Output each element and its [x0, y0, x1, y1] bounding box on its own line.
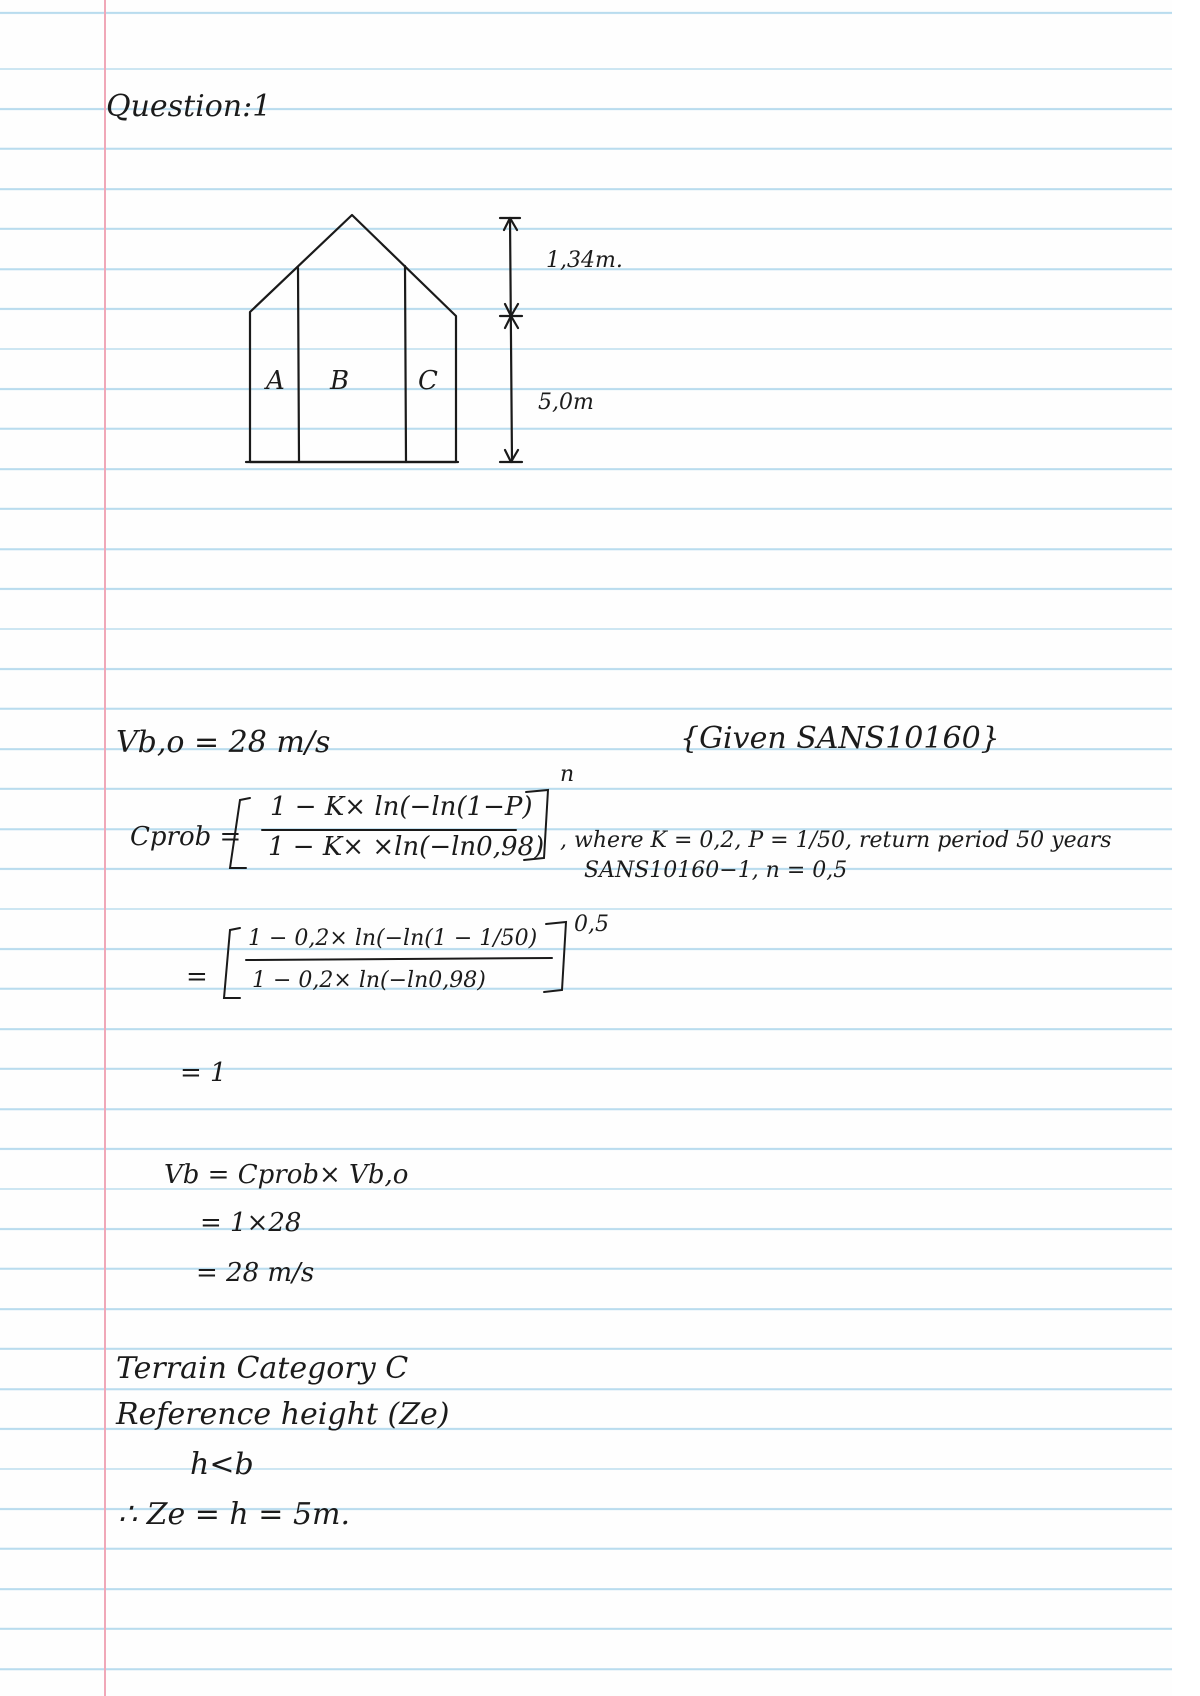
given-reference: {Given SANS10160} [680, 721, 1000, 756]
region-b-label: B [330, 366, 350, 396]
reference-height-result: ∴ Ze = h = 5m. [118, 1497, 351, 1532]
cprob-exponent: n [560, 762, 575, 787]
cprob-label: Cprob = [130, 822, 242, 852]
substitution-equals: = [186, 962, 208, 992]
height-condition: h<b [190, 1447, 254, 1482]
terrain-category: Terrain Category C [116, 1351, 409, 1386]
substituted-denominator: 1 − 0,2× ln(−ln0,98) [252, 968, 486, 993]
cprob-numerator: 1 − K× ln(−ln(1−P) [270, 792, 533, 822]
wall-height-dimension: 5,0m [538, 390, 594, 415]
cprob-denominator: 1 − K× ×ln(−ln0,98) [268, 832, 545, 862]
cprob-where-line1: , where K = 0,2, P = 1/50, return period 50 years [560, 828, 1112, 853]
region-a-label: A [266, 366, 285, 396]
roof-height-dimension: 1,34m. [546, 248, 623, 273]
substituted-exponent: 0,5 [574, 912, 609, 937]
sub-fraction-bar [246, 958, 552, 960]
vb-substitution: = 1×28 [200, 1208, 302, 1238]
vb-result: = 28 m/s [196, 1258, 315, 1288]
cprob-result: = 1 [180, 1058, 227, 1088]
cprob-where-line2: SANS10160−1, n = 0,5 [584, 858, 848, 883]
region-c-label: C [418, 366, 438, 396]
sub-bracket-left [224, 928, 240, 998]
sub-bracket-right [544, 922, 566, 992]
bracket-left [230, 798, 250, 868]
basic-wind-speed: Vb,o = 28 m/s [116, 725, 331, 760]
vb-formula: Vb = Cprob× Vb,o [164, 1160, 409, 1190]
reference-height-heading: Reference height (Ze) [116, 1397, 450, 1432]
substituted-numerator: 1 − 0,2× ln(−ln(1 − 1/50) [248, 926, 538, 951]
question-heading: Question:1 [106, 89, 272, 124]
